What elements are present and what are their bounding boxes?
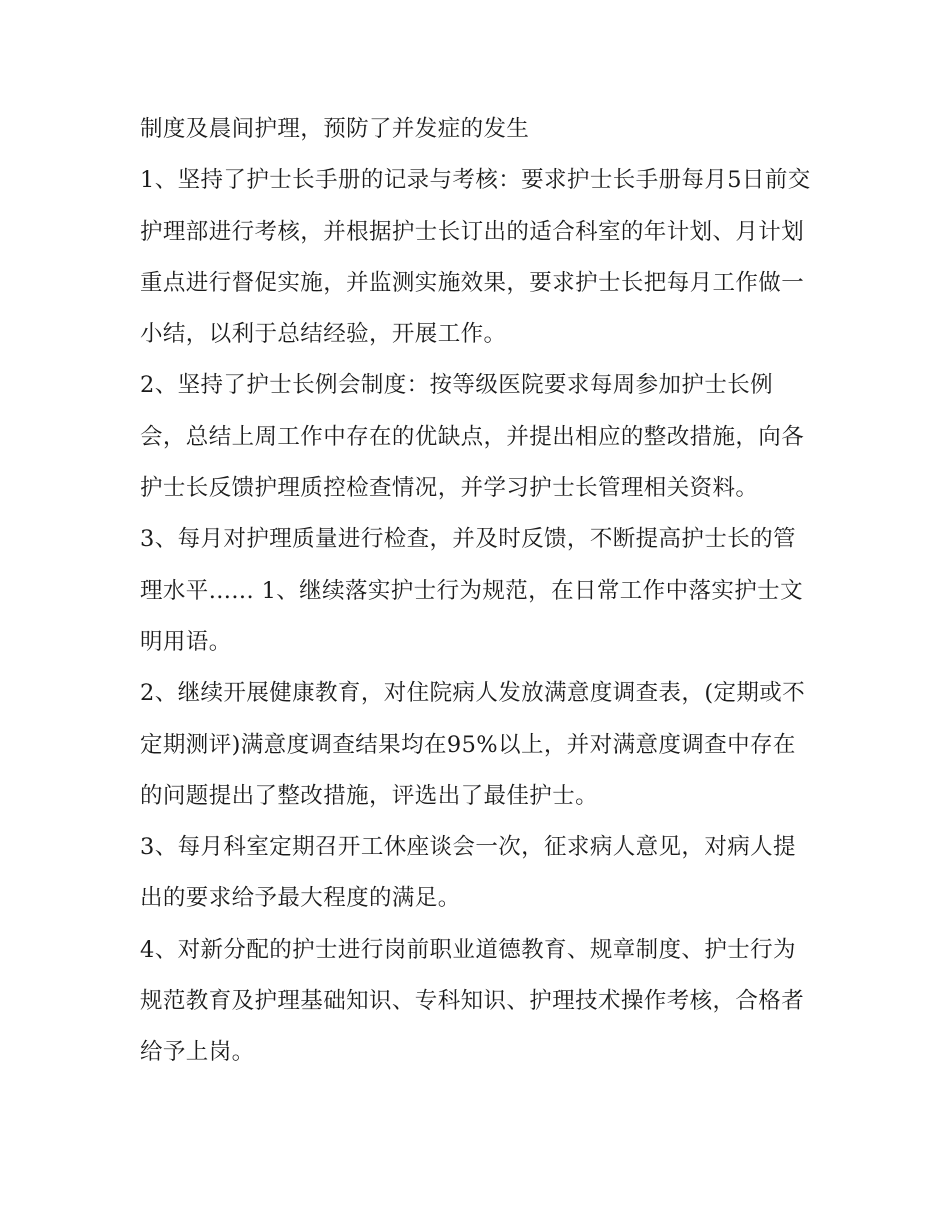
paragraph-new-nurse-training: 4、对新分配的护士进行岗前职业道德教育、规章制度、护士行为规范教育及护理基础知识、专科知识、护理技术操作考核，合格者给予上岗。 bbox=[140, 936, 805, 1066]
paragraph-intro: 制度及晨间护理，预防了并发症的发生 bbox=[140, 116, 530, 142]
paragraph-quality-inspection: 3、每月对护理质量进行检查，并及时反馈，不断提高护士长的管理水平...... 1、继续落实护士行为规范，在日常工作中落实护士文明用语。 bbox=[140, 526, 803, 655]
document-body bbox=[140, 104, 812, 1079]
paragraph-patient-forum: 3、每月科室定期召开工休座谈会一次，征求病人意见，对病人提出的要求给予最大程度的满足。 bbox=[140, 834, 796, 912]
paragraph-head-nurse-meeting: 2、坚持了护士长例会制度：按等级医院要求每周参加护士长例会，总结上周工作中存在的优缺点，并提出相应的整改措施，向各护士长反馈护理质控检查情况，并学习护士长管理相关资料。 bbox=[140, 372, 805, 502]
paragraph-health-education: 2、继续开展健康教育，对住院病人发放满意度调查表，(定期或不定期测评)满意度调查结果均在95%以上，并对满意度调查中存在的问题提出了整改措施，评选出了最佳护士。 bbox=[140, 680, 806, 809]
paragraph-head-nurse-manual: 1、坚持了护士长手册的记录与考核：要求护士长手册每月5日前交护理部进行考核，并根据护士长订出的适合科室的年计划、月计划重点进行督促实施，并监测实施效果，要求护士长把每月工作做一小结，以利于总结经验，开展工作。 bbox=[140, 167, 811, 348]
